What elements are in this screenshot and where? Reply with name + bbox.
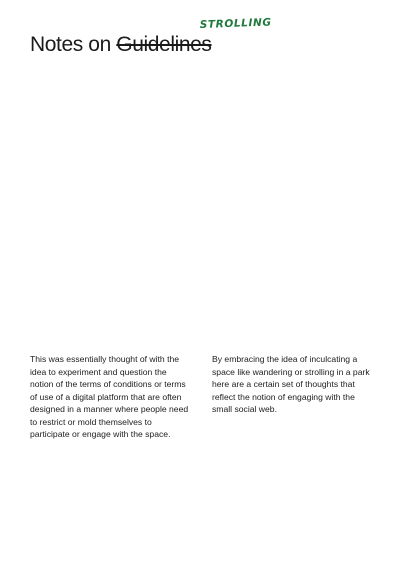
- body-paragraph-right: By embracing the idea of inculcating a space like wandering or strolling in a park here are a certain set of thoughts that reflect the notion of engaging with the small social web.: [212, 354, 370, 414]
- handwritten-annotation: STROLLING: [199, 16, 272, 31]
- title-prefix: Notes on: [30, 33, 117, 56]
- struck-title-word: Guidelines: [116, 33, 212, 56]
- body-paragraph-left: This was essentially thought of with the idea to experiment and question the notion of the terms of conditions or terms of use of a digital platform that are often designed in a manner where people need to restrict or mold themselves to participate or engage with the space.: [30, 354, 189, 439]
- page-title: [30, 32, 212, 58]
